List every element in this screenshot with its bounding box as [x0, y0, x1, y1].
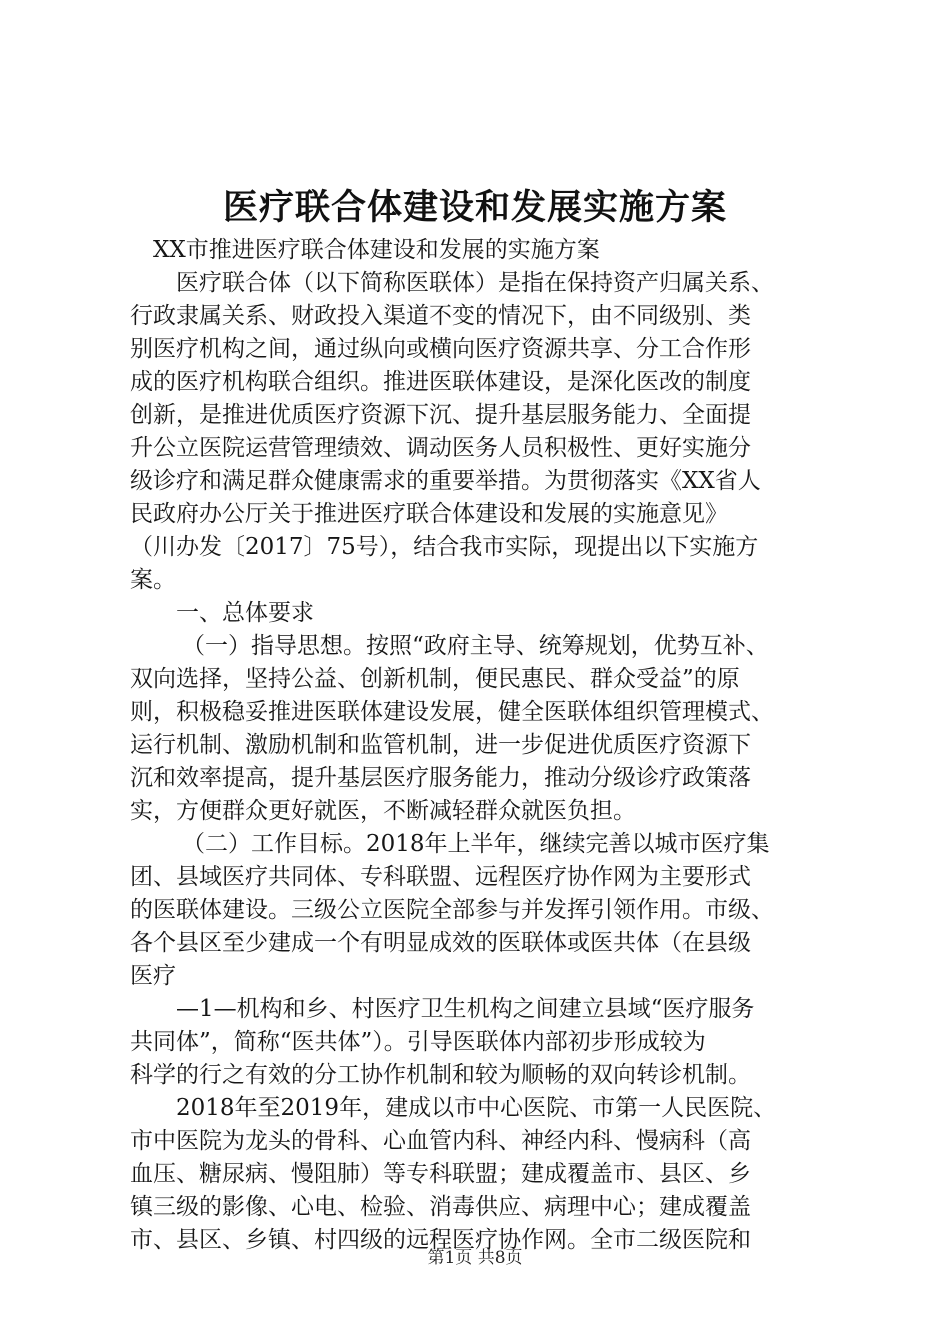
paragraph-line: 2018年至2019年，建成以市中心医院、市第一人民医院、 — [176, 1095, 777, 1121]
paragraph-line: 创新，是推进优质医疗资源下沉、提升基层服务能力、全面提 — [130, 402, 751, 428]
paragraph-line: —1—机构和乡、村医疗卫生机构之间建立县域“医疗服务 — [176, 996, 755, 1022]
paragraph-line: 实，方便群众更好就医，不断减轻群众就医负担。 — [130, 798, 636, 824]
paragraph-line: 科学的行之有效的分工协作机制和较为顺畅的双向转诊机制。 — [130, 1062, 751, 1088]
paragraph-line: 各个县区至少建成一个有明显成效的医联体或医共体（在县级 — [130, 930, 751, 956]
paragraph-line: 别医疗机构之间，通过纵向或横向医疗资源共享、分工合作形 — [130, 336, 751, 362]
paragraph-line: 的医联体建设。三级公立医院全部参与并发挥引领作用。市级、 — [130, 897, 774, 923]
paragraph-line: （川办发〔2017〕75号），结合我市实际，现提出以下实施方 — [130, 534, 759, 560]
paragraph-line: （一）指导思想。按照“政府主导、统筹规划，优势互补、 — [182, 633, 769, 659]
paragraph-line: 案。 — [130, 567, 176, 593]
paragraph-line: 双向选择，坚持公益、创新机制，便民惠民、群众受益”的原 — [130, 666, 740, 692]
paragraph-line: 医疗 — [130, 963, 176, 989]
paragraph-line: 沉和效率提高，提升基层医疗服务能力，推动分级诊疗政策落 — [130, 765, 751, 791]
paragraph-line: 升公立医院运营管理绩效、调动医务人员积极性、更好实施分 — [130, 435, 751, 461]
paragraph-line: 成的医疗机构联合组织。推进医联体建设，是深化医改的制度 — [130, 369, 751, 395]
document-title: 医疗联合体建设和发展实施方案 — [222, 188, 727, 228]
paragraph-line: 运行机制、激励机制和监管机制，进一步促进优质医疗资源下 — [130, 732, 751, 758]
paragraph-line: 镇三级的影像、心电、检验、消毒供应、病理中心；建成覆盖 — [130, 1194, 751, 1220]
paragraph-line: 团、县域医疗共同体、专科联盟、远程医疗协作网为主要形式 — [130, 864, 751, 890]
document-body — [130, 234, 842, 1257]
page-footer: 第1页 共8页 — [427, 1248, 523, 1268]
paragraph-line: 市中医院为龙头的骨科、心血管内科、神经内科、慢病科（高 — [130, 1128, 751, 1154]
paragraph-line: （二）工作目标。2018年上半年，继续完善以城市医疗集 — [182, 831, 770, 857]
paragraph-line: 民政府办公厅关于推进医疗联合体建设和发展的实施意见》 — [130, 501, 728, 527]
paragraph-line: 级诊疗和满足群众健康需求的重要举措。为贯彻落实《XX省人 — [130, 468, 761, 494]
paragraph-line: 则，积极稳妥推进医联体建设发展，健全医联体组织管理模式、 — [130, 699, 774, 725]
section-heading: 一、总体要求 — [176, 600, 314, 626]
paragraph-line: 血压、糖尿病、慢阻肺）等专科联盟；建成覆盖市、县区、乡 — [130, 1161, 751, 1187]
paragraph-line: 医疗联合体（以下简称医联体）是指在保持资产归属关系、 — [176, 270, 774, 296]
paragraph-line: 市、县区、乡镇、村四级的远程医疗协作网。全市二级医院和 — [130, 1227, 751, 1253]
paragraph-line: 共同体”，简称“医共体”）。引导医联体内部初步形成较为 — [130, 1029, 706, 1055]
paragraph-line: 行政隶属关系、财政投入渠道不变的情况下，由不同级别、类 — [130, 303, 751, 329]
subtitle-line: XX市推进医疗联合体建设和发展的实施方案 — [153, 237, 600, 263]
